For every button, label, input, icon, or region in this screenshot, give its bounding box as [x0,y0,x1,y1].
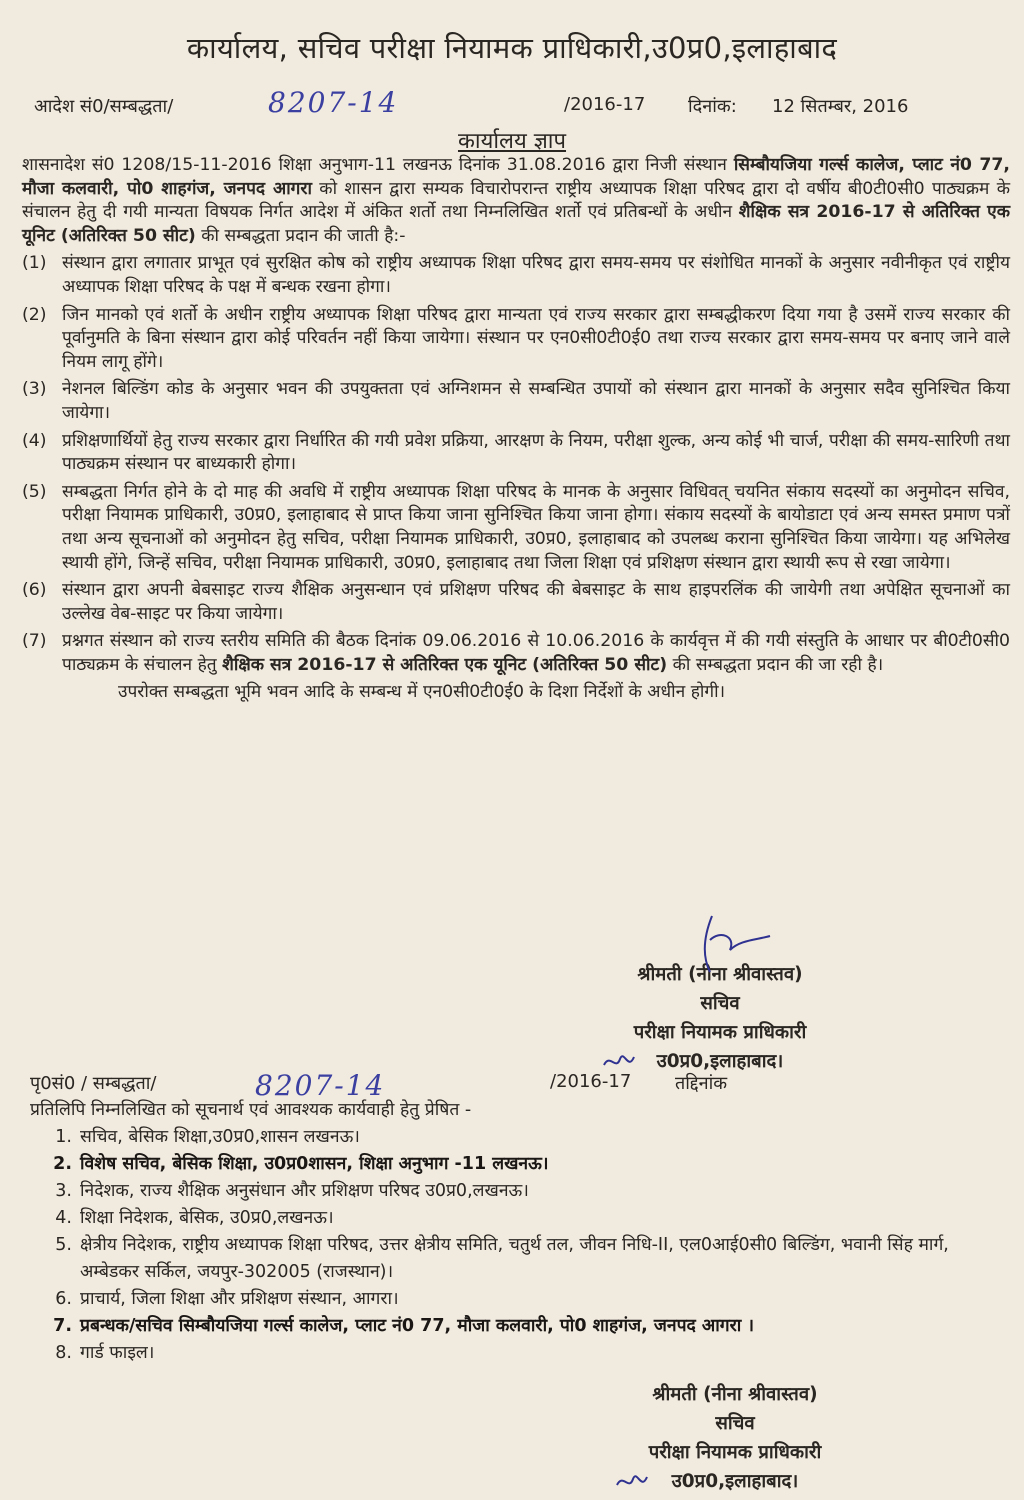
intro-paragraph [22,154,1010,248]
order-number-label: आदेश सं0/सम्बद्धता/ [34,96,174,117]
copy-item-number: 2. [53,1154,72,1174]
intro-text-3: की सम्बद्धता प्रदान की जाती है:- [195,225,406,246]
copy-item-text: सचिव, बेसिक शिक्षा,उ0प्र0,शासन लखनऊ। [80,1127,360,1147]
closing-statement: उपरोक्त सम्बद्धता भूमि भवन आदि के सम्बन्ध में एन0सी0टी0ई0 के दिशा निर्देशों के अधीन होगी। [118,682,726,703]
condition-text [62,630,1010,677]
copy-item-text: प्रबन्धक/सचिव सिम्बौयजिया गर्ल्स कालेज, प्लाट नं0 77, मौजा कलवारी, पो0 शाहगंज, जनपद आगरा । [80,1316,755,1336]
copy-item-text: शिक्षा निदेशक, बेसिक, उ0प्र0,लखनऊ। [80,1208,334,1228]
condition-text: जिन मानको एवं शर्तो के अधीन राष्ट्रीय अध्यापक शिक्षा परिषद द्वारा मान्यता एवं राज्य सरकार द्वारा सम्बद्धीकरण दिया गया है उसमें राज्य सरकार की पूर्वानुमति के बिना संस्थान द्वारा कोई परिवर्तन नहीं किया जायेगा। संस्थान पर एन0सी0टी0ई0 तथा राज्य सरकार द्वारा समय-समय पर बनाए जाने वाले नियम लागू होंगे। [62,304,1010,372]
signature-block-1 [560,960,880,1076]
copy-item-number: 6. [55,1289,72,1309]
condition7-text-2: की सम्बद्धता प्रदान की जा रही है। [667,654,884,675]
condition-4 [22,430,1010,477]
institute-name: सिम्बौयजिया गर्ल्स कालेज, प्लाट नं0 77, मौजा कलवारी, पो0 शाहगंज, जनपद आगरा [22,155,1010,199]
signatory-office: परीक्षा नियामक प्राधिकारी [648,1442,822,1463]
condition-7 [22,630,1010,677]
copy-date: तद्दिनांक [675,1073,728,1094]
condition-number: (6) [22,580,47,601]
memo-body [22,154,1010,705]
condition-text: सम्बद्धता निर्गत होने के दो माह की अवधि में राष्ट्रीय अध्यापक शिक्षा परिषद के मानक के अनुसार विधिवत् चयनित संकाय सदस्यों का अनुमोदन सचिव, परीक्षा नियामक प्राधिकारी, उ0प्र0, इलाहाबाद से प्राप्त किया जाना सुनिश्चित किया जाना होगा। संकाय सदस्यों के बायोडाटा एवं अन्य समस्त प्रमाण पत्रों तथा अन्य सूचनाओं को अनुमोदन हेतु सचिव, परीक्षा नियामक प्राधिकारी, उ0प्र0, इलाहाबाद को उपलब्ध कराना सुनिश्चित किया जायेगा। यह अभिलेख स्थायी होंगे, जिन्हें सचिव, परीक्षा नियामक प्राधिकारी, उ0प्र0, इलाहाबाद तथा जिला शिक्षा एवं प्रशिक्षण संस्थान द्वारा स्थायी रूप से रखा जायेगा। [62,481,1010,573]
condition-text: प्रशिक्षणार्थियों हेतु राज्य सरकार द्वारा निर्धारित की गयी प्रवेश प्रक्रिया, आरक्षण के नियम, परीक्षा शुल्क, अन्य कोई भी चार्ज, परीक्षा की समय-सारिणी तथा पाठ्यक्रम संस्थान पर बाध्यकारी होगा। [62,430,1010,475]
copy-item-text: निदेशक, राज्य शैक्षिक अनुसंधान और प्रशिक्षण परिषद उ0प्र0,लखनऊ। [80,1181,529,1201]
copy-item-text: प्राचार्य, जिला शिक्षा और प्रशिक्षण संस्थान, आगरा। [80,1289,399,1309]
office-title: कार्यालय, सचिव परीक्षा नियामक प्राधिकारी,उ0प्र0,इलाहाबाद [186,31,838,65]
condition-text: संस्थान द्वारा लगातार प्राभूत एवं सुरक्षित कोष को राष्ट्रीय अध्यापक शिक्षा परिषद द्वारा समय-समय पर संशोधित मानकों के अनुसार नवीनीकृत एवं राष्ट्रीय अध्यापक शिक्षा परिषद के पक्ष में बन्धक रखना होगा। [62,253,1010,297]
signatory-name: श्रीमती (नीना श्रीवास्तव) [637,964,803,985]
copy-item-number: 5. [55,1235,72,1255]
order-number-handwritten: 8207-14 [268,86,399,119]
signatory-name: श्रीमती (नीना श्रीवास्तव) [652,1384,818,1405]
condition-text: नेशनल बिल्डिंग कोड के अनुसार भवन की उपयुक्तता एवं अग्निशमन से सम्बन्धित उपायों को संस्थान द्वारा मानकों के अनुसार सदैव सुनिश्चित किया जायेगा। [62,379,1010,423]
initials-mark [615,1471,649,1493]
copy-session: /2016-17 [550,1071,632,1092]
condition-number: (2) [22,304,47,325]
copy-item-number: 4. [55,1208,72,1228]
copy-item-8 [30,1340,1002,1367]
copy-item-7 [30,1313,1002,1340]
signatory-place-row [575,1467,895,1496]
memo-subject: कार्यालय ज्ञाप [457,129,567,154]
copy-item-text: गार्ड फाइल। [80,1343,155,1363]
condition-3 [22,378,1010,425]
date-label: दिनांक: [688,96,737,117]
signatory-place: उ0प्र0,इलाहाबाद। [656,1051,784,1072]
copy-number-handwritten: 8207-14 [255,1069,386,1102]
handwritten-signature [690,910,780,980]
initials-mark [602,1051,636,1073]
condition-number: (3) [22,379,47,400]
condition-1 [22,252,1010,299]
signatory-designation: सचिव [715,1413,755,1434]
condition7-session-unit: शैक्षिक सत्र 2016-17 से अतिरिक्त एक यूनिट (अतिरिक्त 50 सीट) [222,654,668,675]
intro-text-2: को शासन द्वारा सम्यक विचारोपरान्त राष्ट्रीय अध्यापक शिक्षा परिषद द्वारा दो वर्षीय बी0टी0सी0 पाठ्यक्रम के संचालन हेतु दी गयी मान्यता विषयक निर्गत आदेश में अंकित शर्तो तथा निम्नलिखित शर्तो एवं प्रतिबन्धों के अधीन [22,178,1010,223]
copy-to-section [30,1097,1002,1367]
signatory-place: उ0प्र0,इलाहाबाद। [671,1471,799,1492]
copy-item-text: विशेष सचिव, बेसिक शिक्षा, उ0प्र0शासन, शिक्षा अनुभाग -11 लखनऊ। [80,1154,549,1174]
copy-item-number: 3. [55,1181,72,1201]
condition-number: (7) [22,631,47,652]
condition-number: (4) [22,430,47,451]
condition-number: (1) [22,253,47,274]
condition-6 [22,579,1010,626]
order-session: /2016-17 [564,94,646,115]
intro-session-unit: शैक्षिक सत्र 2016-17 से अतिरिक्त एक यूनिट (अतिरिक्त 50 सीट) [22,202,1010,246]
copy-intro: प्रतिलिपि निम्नलिखित को सूचनार्थ एवं आवश्यक कार्यवाही हेतु प्रेषित - [30,1100,472,1120]
copy-item-4 [30,1205,1002,1232]
condition-5 [22,481,1010,575]
intro-text-1: शासनादेश सं0 1208/15-11-2016 शिक्षा अनुभाग-11 लखनऊ दिनांक 31.08.2016 द्वारा निजी संस्थान [22,155,734,175]
condition-2 [22,304,1010,375]
condition7-text-1: प्रश्नगत संस्थान को राज्य स्तरीय समिति की बैठक दिनांक 09.06.2016 से 10.06.2016 के कार्यवृत्त में की गयी संस्तुति के आधार पर बी0टी0सी0 पाठ्यक्रम के संचालन हेतु [62,631,1010,675]
copy-item-number: 7. [53,1316,72,1336]
copy-item-3 [30,1178,1002,1205]
condition-text: संस्थान द्वारा अपनी बेबसाइट राज्य शैक्षिक अनुसन्धान एवं प्रशिक्षण परिषद की बेबसाइट के साथ हाइपरलिंक की जायेगी तथा अपेक्षित सूचनाओं का उल्लेख वेब-साइट पर किया जायेगा। [62,580,1010,624]
date-value: 12 सितम्बर, 2016 [772,96,909,117]
order-reference-row [20,88,984,122]
copy-number-label: पृ0सं0 / सम्बद्धता/ [30,1073,157,1094]
condition-number: (5) [22,481,47,502]
signature-block-2 [575,1380,895,1496]
copy-item-5 [30,1232,1002,1286]
copy-item-number: 1. [55,1127,72,1147]
copy-item-6 [30,1286,1002,1313]
signatory-office: परीक्षा नियामक प्राधिकारी [633,1022,807,1043]
copy-item-1 [30,1124,1002,1151]
copy-item-2 [30,1151,1002,1178]
copy-item-number: 8. [55,1343,72,1363]
copy-item-text: क्षेत्रीय निदेशक, राष्ट्रीय अध्यापक शिक्षा परिषद, उत्तर क्षेत्रीय समिति, चतुर्थ तल, जीवन निधि-II, एल0आई0सी0 बिल्डिंग, भवानी सिंह मार्ग, अम्बेडकर सर्किल, जयपुर-302005 (राजस्थान)। [80,1235,949,1282]
signatory-designation: सचिव [700,993,740,1014]
